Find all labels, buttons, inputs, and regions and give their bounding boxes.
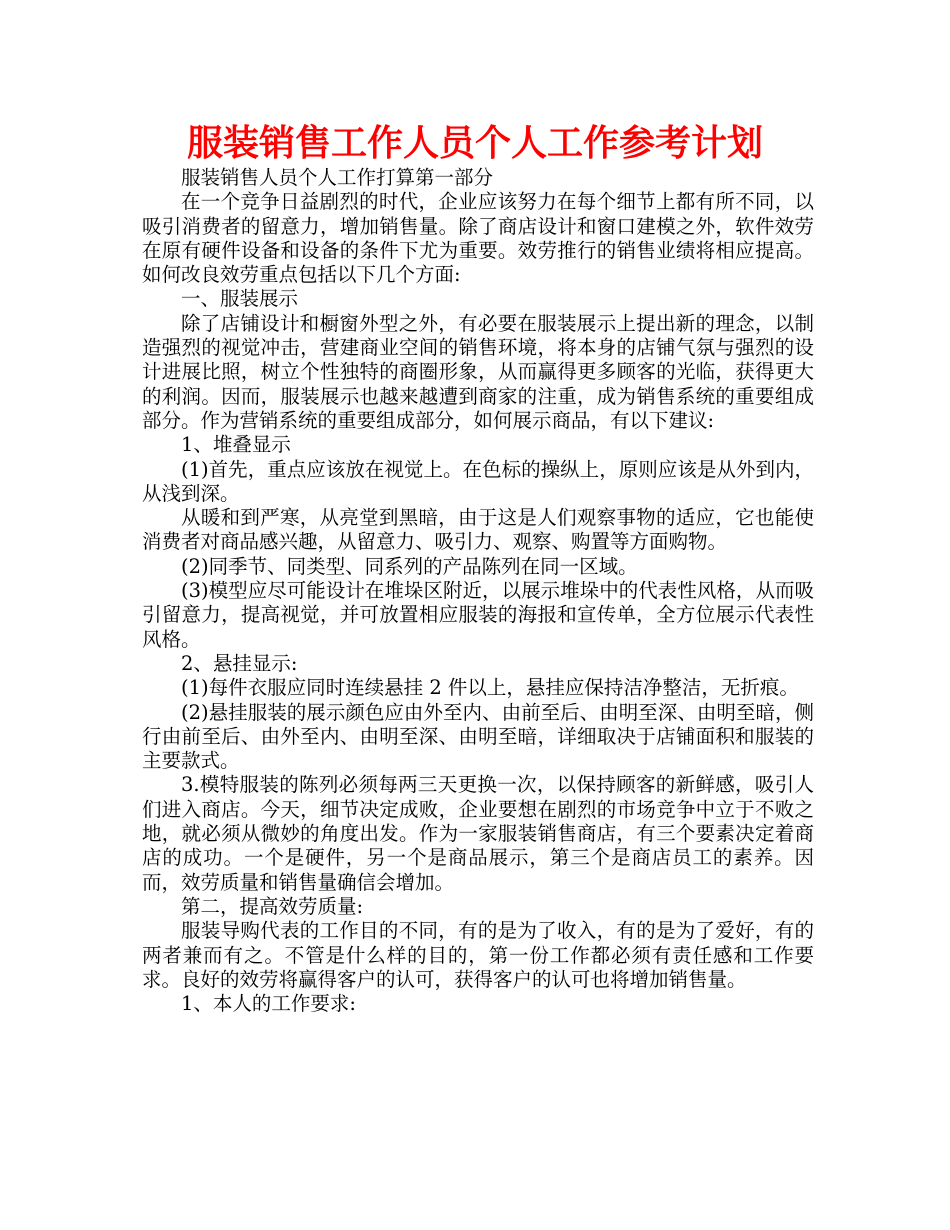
paragraph: (3)模型应尽可能设计在堆垛区附近，以展示堆垛中的代表性风格，从而吸引留意力，提高视觉，并可放置相应服装的海报和宣传单，全方位展示代表性风格。 xyxy=(142,579,814,651)
paragraph: (2)同季节、同类型、同系列的产品陈列在同一区域。 xyxy=(181,554,638,578)
paragraph: (2)悬挂服装的展示颜色应由外至内、由前至后、由明至深、由明至暗，侧行由前至后、由外至内、由明至深、由明至暗，详细取决于店铺面积和服装的主要款式。 xyxy=(142,700,814,773)
document-title: 服装销售工作人员个人工作参考计划 xyxy=(186,123,763,164)
paragraph: 服装销售人员个人工作打算第一部分 xyxy=(181,166,494,189)
paragraph: (1)每件衣服应同时连续悬挂 2 件以上，悬挂应保持洁净整洁，无折痕。 xyxy=(181,676,799,700)
paragraph: 除了店铺设计和橱窗外型之外，有必要在服装展示上提出新的理念，以制造强烈的视觉冲击，营建商业空间的销售环境，将本身的店铺气氛与强烈的设计进展比照，树立个性独特的商圈形象，从而赢得更多顾客的光临，获得更大的利润。因而，服装展示也越来越遭到商家的注重，成为销售系统的重要组成部分。作为营销系统的重要组成部分，如何展示商品，有以下建议: xyxy=(142,311,814,432)
subsection-heading: 1、堆叠显示 xyxy=(181,433,291,457)
subsection-heading: 2、悬挂显示: xyxy=(181,651,298,675)
subsection-heading: 1、本人的工作要求: xyxy=(181,992,356,1016)
paragraph: (1)首先，重点应该放在视觉上。在色标的操纵上，原则应该是从外到内，从浅到深。 xyxy=(142,457,814,505)
paragraph: 在一个竞争日益剧烈的时代，企业应该努力在每个细节上都有所不同，以吸引消费者的留意力，增加销售量。除了商店设计和窗口建模之外，软件效劳在原有硬件设备和设备的条件下尤为重要。效劳推行的销售业绩将相应提高。如何改良效劳重点包括以下几个方面: xyxy=(142,190,814,287)
section-heading: 第二，提高效劳质量: xyxy=(181,894,364,918)
document-body xyxy=(142,166,814,1016)
paragraph: 服装导购代表的工作目的不同，有的是为了收入，有的是为了爱好，有的两者兼而有之。不管是什么样的目的，第一份工作都必须有责任感和工作要求。良好的效劳将赢得客户的认可，获得客户的认可也将增加销售量。 xyxy=(142,919,814,991)
section-heading: 一、服装展示 xyxy=(181,287,299,311)
paragraph: 从暖和到严寒，从亮堂到黑暗，由于这是人们观察事物的适应，它也能使消费者对商品感兴趣，从留意力、吸引力、观察、购置等方面购物。 xyxy=(142,506,814,554)
paragraph: 3.模特服装的陈列必须每两三天更换一次，以保持顾客的新鲜感，吸引人们进入商店。今天，细节决定成败，企业要想在剧烈的市场竞争中立于不败之地，就必须从微妙的角度出发。作为一家服装销售商店，有三个要素决定着商店的成功。一个是硬件，另一个是商品展示，第三个是商店员工的素养。因而，效劳质量和销售量确信会增加。 xyxy=(142,773,814,894)
